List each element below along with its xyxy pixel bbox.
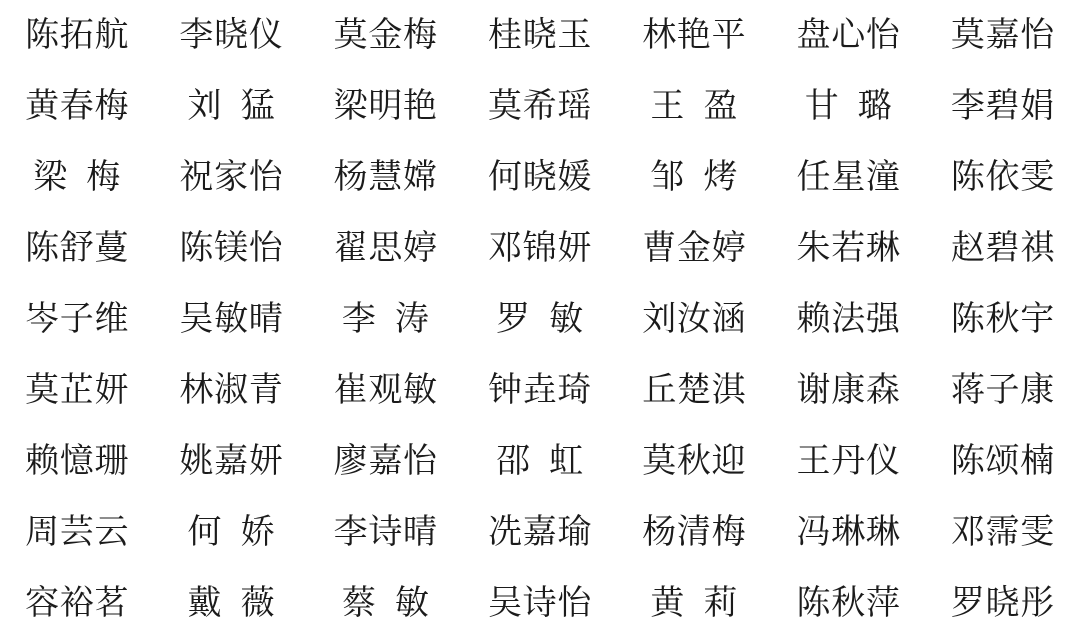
- name-cell: 李 涛: [341, 300, 430, 338]
- name-cell: 刘汝涵: [642, 300, 747, 338]
- name-cell: 罗 敏: [496, 300, 584, 338]
- name-cell: 莫金梅: [333, 16, 438, 54]
- name-cell: 陈秋宇: [950, 300, 1055, 338]
- name-cell: 岑子维: [25, 300, 130, 338]
- name-cell: 邓霈雯: [950, 514, 1055, 552]
- name-cell: 桂晓玉: [487, 16, 593, 54]
- name-cell: 祝家怡: [179, 158, 284, 196]
- name-cell: 翟思婷: [333, 229, 438, 267]
- name-cell: 陈拓航: [25, 16, 130, 54]
- name-cell: 任星潼: [796, 158, 901, 196]
- name-cell: 王 盈: [650, 87, 739, 125]
- name-cell: 戴 薇: [187, 585, 276, 623]
- name-cell: 周芸云: [25, 514, 130, 552]
- name-cell: 冼嘉瑜: [487, 514, 593, 552]
- name-cell: 崔观敏: [333, 372, 438, 410]
- name-cell: 盘心怡: [796, 16, 901, 54]
- name-cell: 邵 虹: [496, 443, 584, 481]
- name-cell: 刘 猛: [187, 87, 276, 125]
- name-cell: 甘 璐: [804, 87, 893, 125]
- name-cell: 杨清梅: [642, 514, 747, 552]
- name-cell: 曹金婷: [642, 229, 747, 267]
- name-cell: 吴诗怡: [487, 585, 593, 623]
- name-cell: 陈颂楠: [950, 443, 1055, 481]
- name-cell: 陈镁怡: [179, 229, 284, 267]
- name-cell: 朱若琳: [796, 229, 901, 267]
- name-cell: 莫嘉怡: [950, 16, 1055, 54]
- name-cell: 罗晓彤: [950, 585, 1055, 623]
- name-cell: 李晓仪: [179, 16, 284, 54]
- name-cell: 钟垚琦: [487, 372, 593, 410]
- name-cell: 丘楚淇: [642, 372, 747, 410]
- name-cell: 蒋子康: [950, 372, 1055, 410]
- name-cell: 赵碧祺: [950, 229, 1055, 267]
- name-cell: 赖法强: [796, 300, 901, 338]
- name-cell: 邓锦妍: [487, 229, 593, 267]
- name-cell: 容裕茗: [25, 585, 130, 623]
- name-cell: 谢康森: [796, 372, 901, 410]
- name-cell: 姚嘉妍: [179, 443, 284, 481]
- name-cell: 蔡 敏: [341, 585, 430, 623]
- name-cell: 廖嘉怡: [333, 443, 438, 481]
- name-cell: 莫希瑶: [487, 87, 593, 125]
- name-cell: 林艳平: [642, 16, 747, 54]
- name-cell: 黄 莉: [650, 585, 739, 623]
- name-cell: 林淑青: [179, 372, 284, 410]
- name-cell: 李碧娟: [950, 87, 1055, 125]
- name-cell: 陈依雯: [950, 158, 1055, 196]
- name-cell: 邹 烤: [650, 158, 739, 196]
- name-cell: 陈秋萍: [796, 585, 901, 623]
- name-cell: 杨慧嫦: [333, 158, 438, 196]
- name-cell: 何晓媛: [487, 158, 593, 196]
- name-cell: 莫秋迎: [642, 443, 747, 481]
- name-cell: 吴敏晴: [179, 300, 284, 338]
- name-cell: 梁明艳: [333, 87, 438, 125]
- name-cell: 何 娇: [187, 514, 276, 552]
- name-cell: 赖憶珊: [25, 443, 130, 481]
- name-cell: 李诗晴: [333, 514, 438, 552]
- name-cell: 王丹仪: [796, 443, 901, 481]
- name-cell: 梁 梅: [33, 158, 121, 196]
- name-cell: 黄春梅: [25, 87, 130, 125]
- name-cell: 冯琳琳: [796, 514, 901, 552]
- name-cell: 莫芷妍: [25, 372, 130, 410]
- name-cell: 陈舒蔓: [25, 229, 130, 267]
